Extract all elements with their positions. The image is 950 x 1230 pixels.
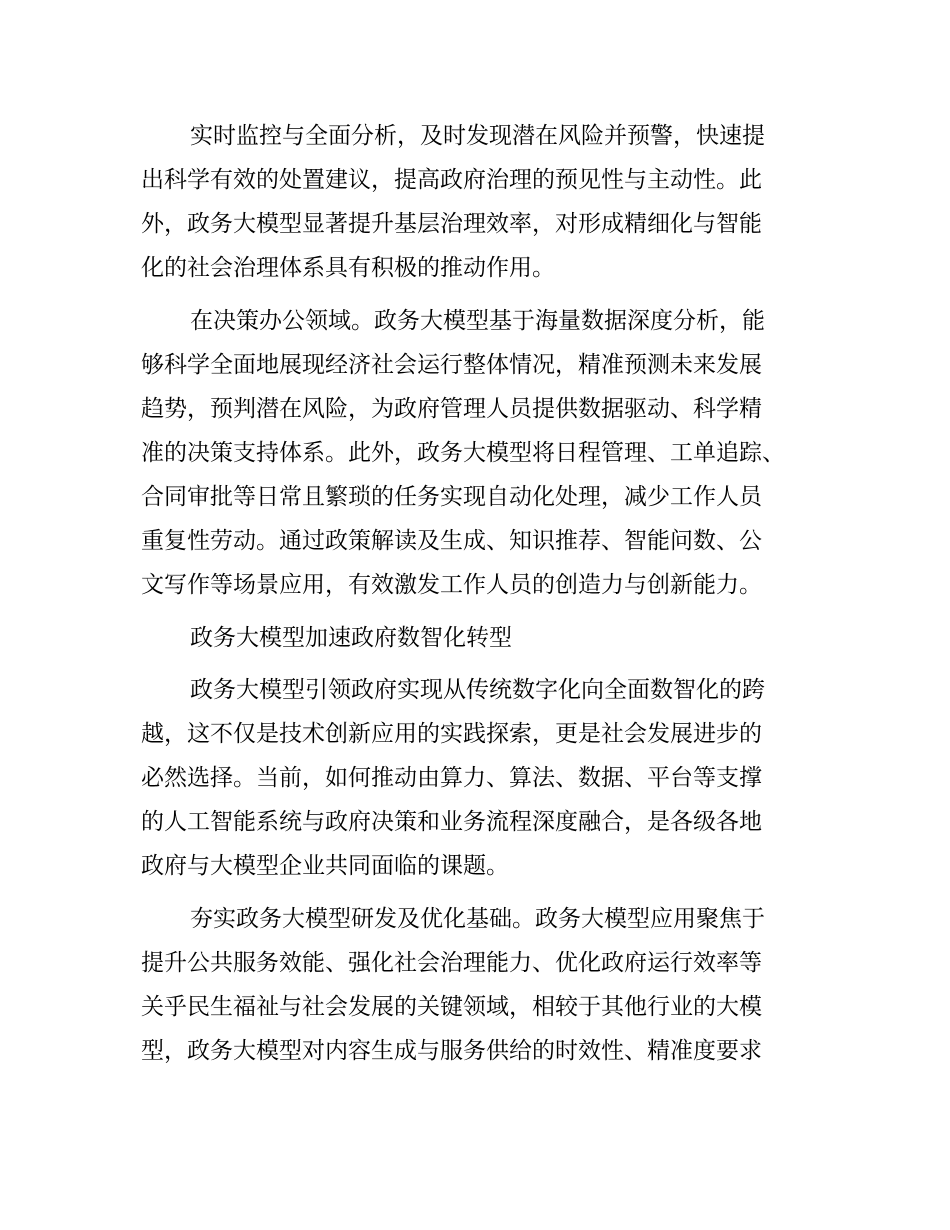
text-line: 实时监控与全面分析，及时发现潜在风险并预警，快速提 [190, 123, 765, 149]
text-line: 关乎民生福祉与社会发展的关键领域，相较于其他行业的大模 [141, 994, 762, 1020]
text-line: 必然选择。当前，如何推动由算力、算法、数据、平台等支撑 [141, 765, 762, 791]
text-line: 趋势，预判潜在风险，为政府管理人员提供数据驱动、科学精 [141, 396, 762, 422]
text-line: 政府与大模型企业共同面临的课题。 [141, 853, 509, 879]
text-line: 准的决策支持体系。此外，政务大模型将日程管理、工单追踪、 [141, 440, 785, 466]
text-line: 重复性劳动。通过政策解读及生成、知识推荐、智能问数、公 [141, 528, 762, 554]
text-line: 越，这不仅是技术创新应用的实践探索，更是社会发展进步的 [141, 721, 762, 747]
text-line: 夯实政务大模型研发及优化基础。政务大模型应用聚焦于 [190, 906, 765, 932]
section-heading: 政务大模型加速政府数智化转型 [190, 625, 512, 651]
text-line: 外，政务大模型显著提升基层治理效率，对形成精细化与智能 [141, 211, 762, 237]
text-line: 够科学全面地展现经济社会运行整体情况，精准预测未来发展 [141, 352, 762, 378]
text-line: 合同审批等日常且繁琐的任务实现自动化处理，减少工作人员 [141, 484, 762, 510]
text-line: 政务大模型引领政府实现从传统数字化向全面数智化的跨 [190, 677, 765, 703]
text-line: 化的社会治理体系具有积极的推动作用。 [141, 255, 555, 281]
text-line: 出科学有效的处置建议，提高政府治理的预见性与主动性。此 [141, 167, 762, 193]
text-line: 的人工智能系统与政府决策和业务流程深度融合，是各级各地 [141, 809, 762, 835]
text-line: 在决策办公领域。政务大模型基于海量数据深度分析，能 [190, 308, 765, 334]
text-line: 型，政务大模型对内容生成与服务供给的时效性、精准度要求 [141, 1038, 762, 1064]
text-line: 提升公共服务效能、强化社会治理能力、优化政府运行效率等 [141, 950, 762, 976]
text-line: 文写作等场景应用，有效激发工作人员的创造力与创新能力。 [141, 572, 762, 598]
